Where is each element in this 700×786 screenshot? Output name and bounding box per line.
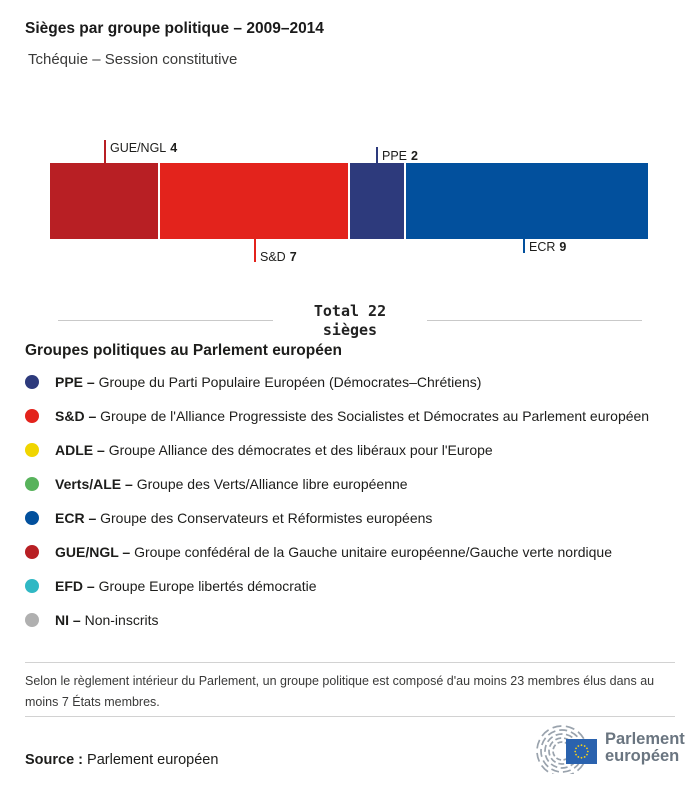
- hemicycle-icon: [532, 722, 598, 774]
- eu-flag-icon: [566, 739, 597, 764]
- ep-logo-line-2: européen: [605, 747, 680, 765]
- callout-group-name: GUE/NGL: [110, 141, 167, 155]
- callout-seat-count: 4: [170, 141, 178, 155]
- note-text: Selon le règlement intérieur du Parlement, un groupe politique est composé d'au moins 23 membres élus dans au moins 7 États membres.: [25, 674, 655, 709]
- callout-seat-count: 2: [411, 149, 418, 163]
- page-title: Sièges par groupe politique – 2009–2014: [25, 20, 324, 37]
- callout-label-sd: [260, 250, 297, 264]
- legend-abbr: EFD –: [55, 578, 95, 594]
- legend-item-gue-ngl: [25, 535, 685, 569]
- divider: [25, 662, 675, 663]
- legend-dot: [25, 511, 39, 525]
- ep-logo-line-1: Parlement: [605, 730, 685, 748]
- legend-heading: Groupes politiques au Parlement européen: [25, 342, 342, 359]
- legend-abbr: PPE –: [55, 374, 95, 390]
- stacked-seats-bar: [50, 163, 648, 239]
- callout-label-gue-ngl: [110, 141, 177, 155]
- legend-item-sd: [25, 399, 685, 433]
- legend-dot: [25, 545, 39, 559]
- total-seats-label: [0, 302, 700, 340]
- legend-item-efd: [25, 569, 685, 603]
- total-seats: [0, 302, 700, 344]
- legend-desc: Groupe Alliance des démocrates et des libéraux pour l'Europe: [108, 442, 493, 458]
- callout-tick-sd: [254, 239, 256, 262]
- bar-segment-sd: [160, 163, 350, 239]
- ep-logo: [532, 722, 685, 774]
- legend-dot: [25, 477, 39, 491]
- callout-group-name: S&D: [260, 250, 286, 264]
- source-text: Parlement européen: [87, 752, 219, 768]
- total-line-2: sièges: [322, 321, 378, 339]
- legend-desc: Groupe des Conservateurs et Réformistes européens: [100, 510, 433, 526]
- callout-label-ecr: [529, 240, 566, 254]
- legend-item-verts-ale: [25, 467, 685, 501]
- legend-abbr: Verts/ALE –: [55, 476, 133, 492]
- legend-dot: [25, 579, 39, 593]
- callout-seat-count: 9: [559, 240, 567, 254]
- source-line: [25, 752, 218, 768]
- legend-abbr: GUE/NGL –: [55, 544, 131, 560]
- divider: [25, 716, 675, 717]
- callout-label-ppe: [382, 149, 418, 163]
- legend-item-ni: [25, 603, 685, 637]
- legend-desc: Groupe des Verts/Alliance libre européenne: [136, 476, 408, 492]
- legend-abbr: S&D –: [55, 408, 97, 424]
- legend-item-adle: [25, 433, 685, 467]
- legend-desc: Groupe Europe libertés démocratie: [98, 578, 317, 594]
- legend-desc: Groupe de l'Alliance Progressiste des Socialistes et Démocrates au Parlement européen: [100, 408, 650, 424]
- callout-tick-gue-ngl: [104, 140, 106, 163]
- legend-abbr: ADLE –: [55, 442, 105, 458]
- legend: [25, 365, 685, 637]
- legend-abbr: NI –: [55, 612, 81, 628]
- total-line-1: Total 22: [313, 302, 387, 320]
- bar-segment-ecr: [406, 163, 648, 239]
- callout-tick-ecr: [523, 239, 525, 253]
- ep-logo-text: [605, 731, 685, 765]
- legend-dot: [25, 443, 39, 457]
- legend-desc: Groupe du Parti Populaire Européen (Démocrates–Chrétiens): [98, 374, 482, 390]
- bar-segment-gue-ngl: [50, 163, 160, 239]
- legend-item-ppe: [25, 365, 685, 399]
- legend-desc: Groupe confédéral de la Gauche unitaire européenne/Gauche verte nordique: [134, 544, 612, 560]
- callout-tick-ppe: [376, 147, 378, 163]
- legend-item-ecr: [25, 501, 685, 535]
- bar-segment-ppe: [350, 163, 406, 239]
- legend-dot: [25, 409, 39, 423]
- callout-group-name: PPE: [382, 149, 408, 163]
- legend-dot: [25, 613, 39, 627]
- legend-abbr: ECR –: [55, 510, 97, 526]
- page-subtitle: Tchéquie – Session constitutive: [28, 51, 238, 68]
- callout-seat-count: 7: [289, 250, 297, 264]
- source-label: Source :: [25, 752, 84, 768]
- legend-dot: [25, 375, 39, 389]
- callout-group-name: ECR: [529, 240, 556, 254]
- legend-desc: Non-inscrits: [84, 612, 159, 628]
